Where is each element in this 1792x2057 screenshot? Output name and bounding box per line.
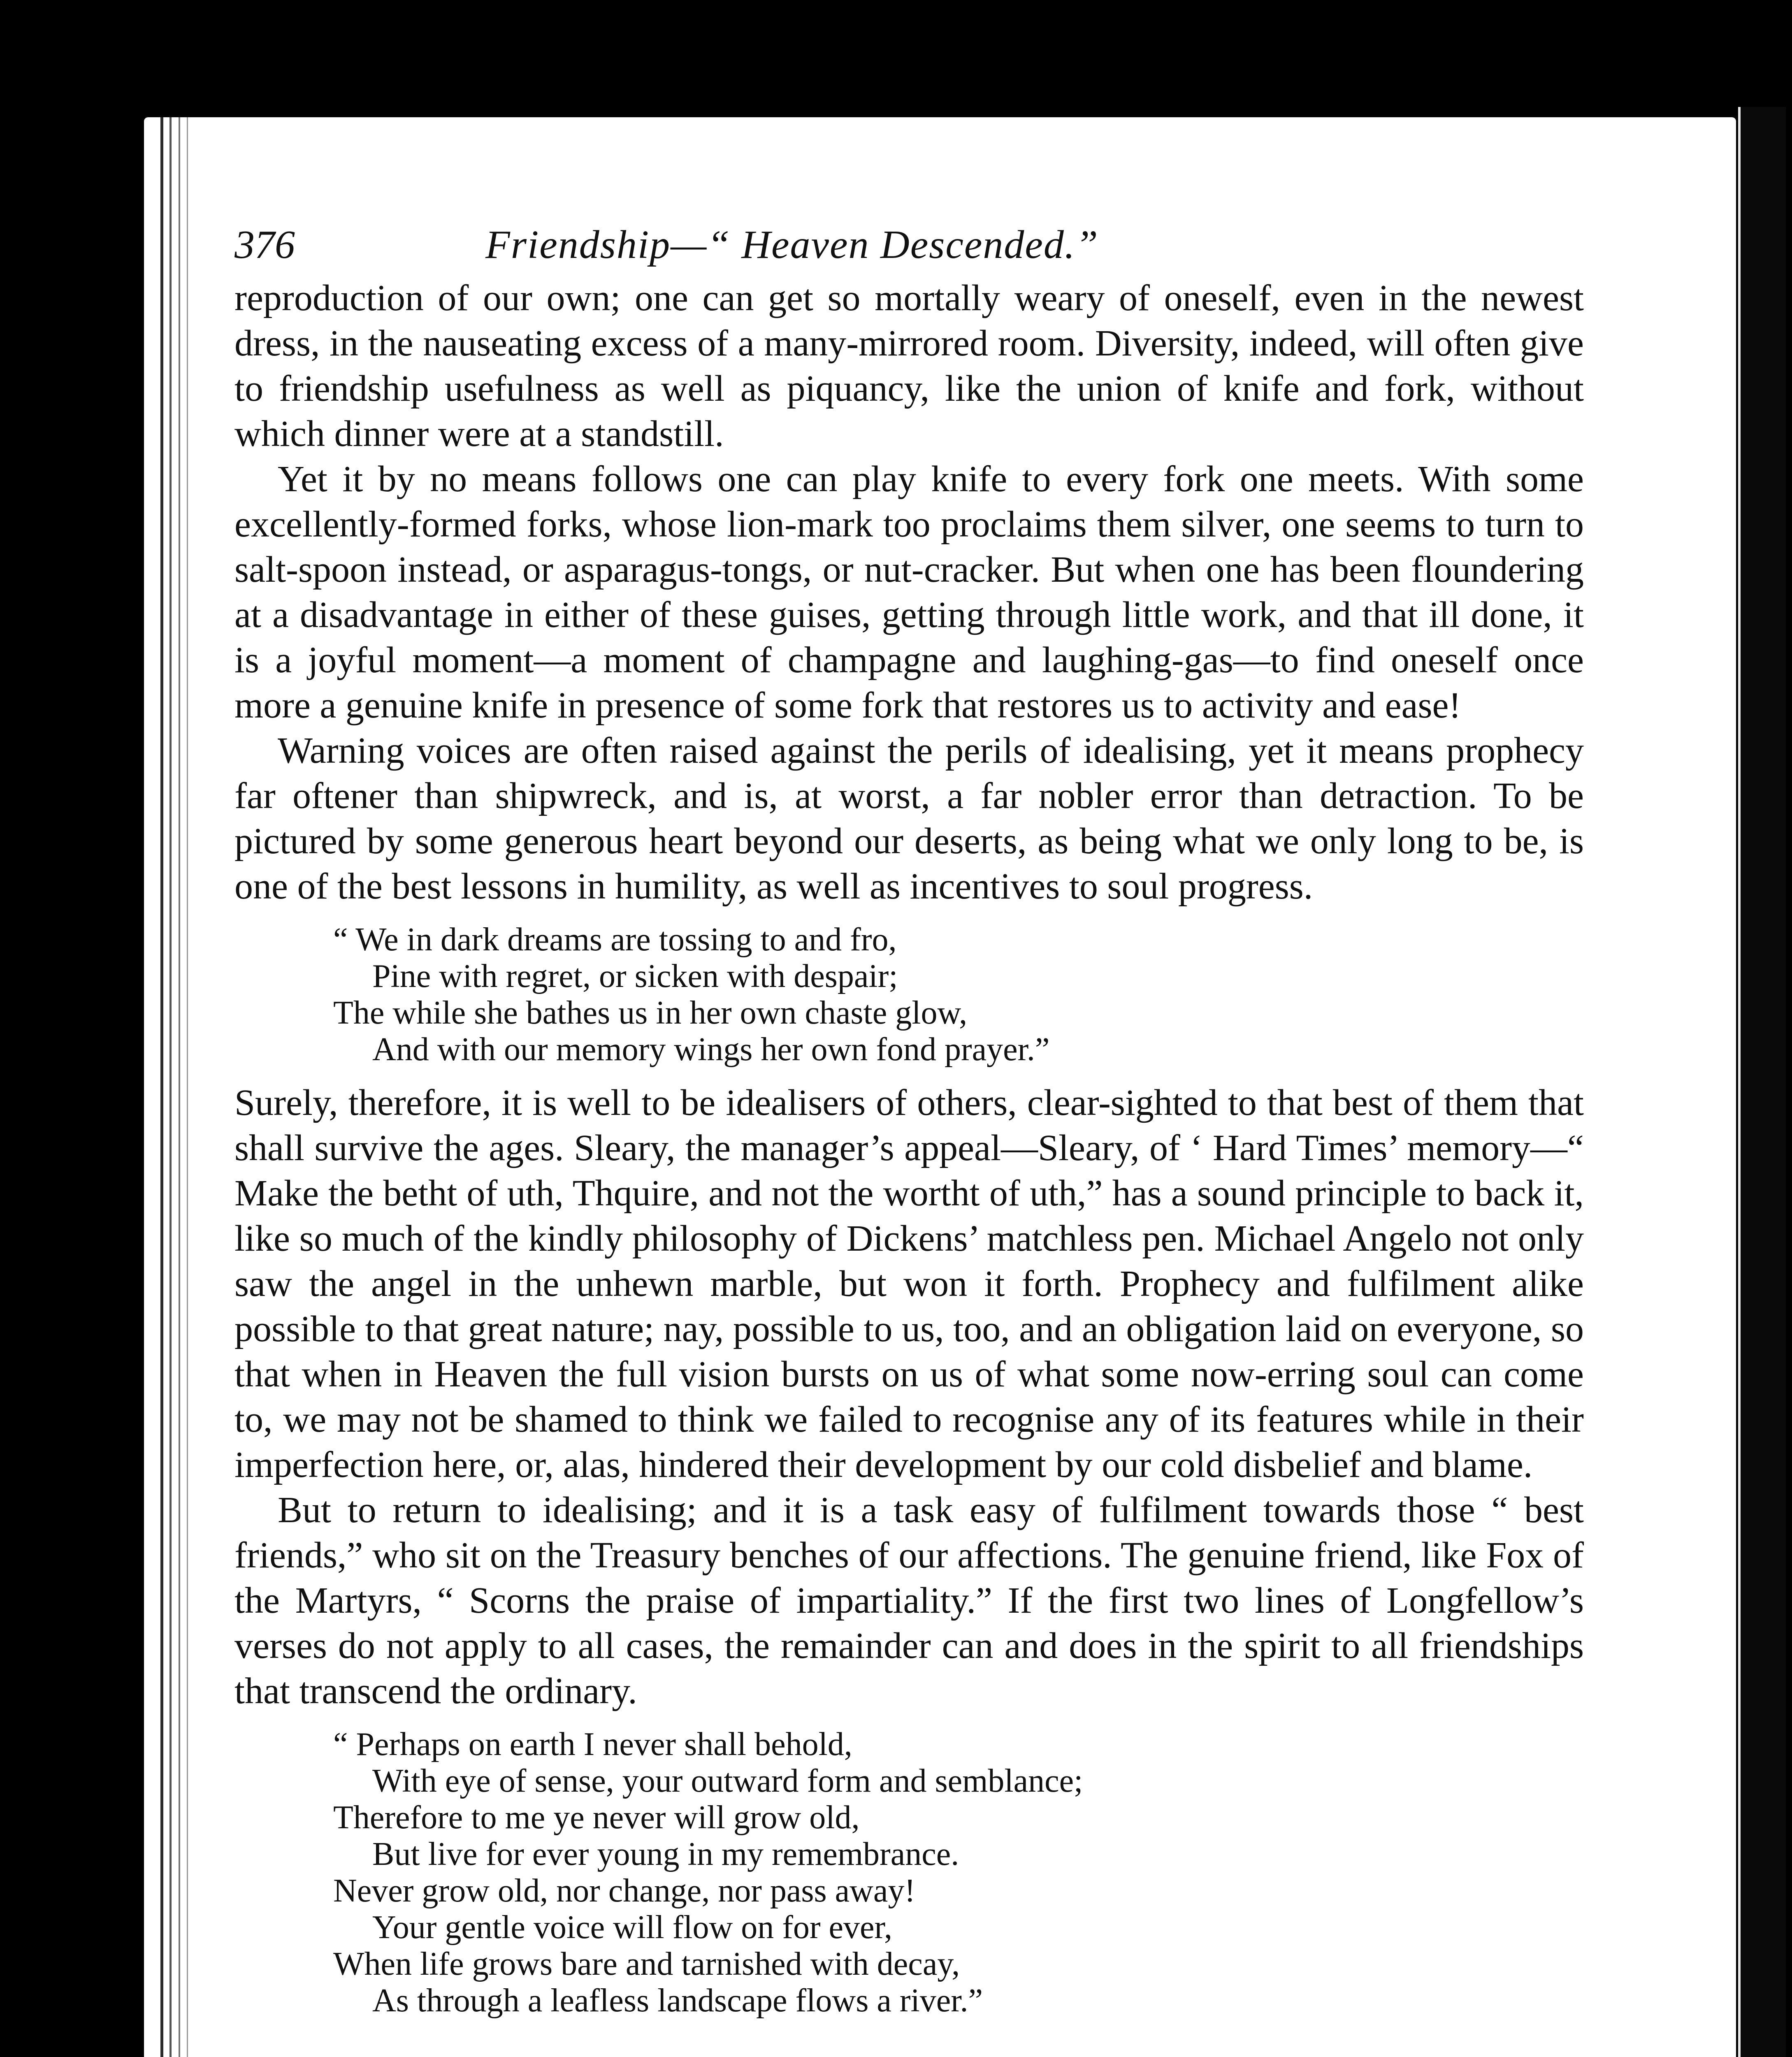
paragraph: Warning voices are often raised against the perils of idealising, yet it means prophecy far oftener than shipwreck, and is, at worst, a far nobler error than detraction. To be pictured by some generous heart beyond our deserts, as being what we only long to be, is one of the best lessons in humility, as well as incentives to soul progress. — [234, 730, 1584, 907]
verse-line: “ We in dark dreams are tossing to and fro, — [333, 922, 897, 958]
verse-line: Your gentle voice will flow on for ever, — [372, 1909, 892, 1946]
verse-line: But live for ever young in my remembrance. — [372, 1836, 959, 1872]
binding-edge — [179, 117, 180, 2057]
page-number: 376 — [234, 223, 295, 267]
verse-line: Pine with regret, or sicken with despair; — [372, 958, 898, 994]
running-head — [234, 218, 1584, 272]
binding-edge — [160, 117, 163, 2057]
paragraph: reproduction of our own; one can get so mortally weary of oneself, even in the newest dress, in the nauseating excess of a many-mirrored room. Diversity, indeed, will often give to friendship usefulness as well as piquancy, like the union of knife and fork, without which dinner were at a standstill. — [234, 278, 1584, 454]
verse-quotation — [333, 1726, 1584, 2019]
verse-line: And with our memory wings her own fond prayer.” — [372, 1031, 1050, 1068]
verse-line: Never grow old, nor change, nor pass away! — [333, 1873, 916, 1909]
binding-edge — [187, 117, 188, 2057]
adjacent-page-edge — [1738, 107, 1786, 2057]
paragraph: But to return to idealising; and it is a task easy of fulfilment towards those “ best friends,” who sit on the Treasury benches of our affections. The genuine friend, like Fox of the Martyrs, “ Scorns the praise of impartiality.” If the first two lines of Longfellow’s verses do not apply to all cases, the remainder can and does in the spirit to all friendships that transcend the ordinary. — [234, 1490, 1584, 1711]
verse-line: When life grows bare and tarnished with decay, — [333, 1946, 960, 1982]
verse-line: With eye of sense, your outward form and semblance; — [372, 1763, 1083, 1799]
binding-edge — [169, 117, 172, 2057]
verse-quotation — [333, 922, 1584, 1068]
running-title: Friendship—“ Heaven Descended.” — [485, 223, 1099, 267]
paragraph: Surely, therefore, it is well to be idealisers of others, clear-sighted to that best of them that shall survive the ages. Sleary, the manager’s appeal—Sleary, of ‘ Hard Times’ memory—“ Make the betht of uth, Thquire, and not the wortht of uth,” has a sound principle to back it, like so much of the kindly philosophy of Dickens’ matchless pen. Michael Angelo not only saw the angel in the unhewn marble, but won it forth. Prophecy and fulfilment alike possible to that great nature; nay, possible to us, too, and an obligation laid on everyone, so that when in Heaven the full vision bursts on us of what some now-erring soul can come to, we may not be shamed to think we failed to recognise any of its features while in their imperfection here, or, alas, hindered their development by our cold disbelief and blame. — [234, 1082, 1584, 1485]
page-content — [234, 218, 1584, 2031]
verse-line: As through a leafless landscape flows a river.” — [372, 1983, 983, 2019]
verse-line: Therefore to me ye never will grow old, — [333, 1799, 860, 1836]
verse-line: “ Perhaps on earth I never shall behold, — [333, 1726, 852, 1762]
body-text — [234, 276, 1584, 2019]
paragraph: Yet it by no means follows one can play knife to every fork one meets. With some excellently-formed forks, whose lion-mark too proclaims them silver, one seems to turn to salt-spoon instead, or asparagus-tongs, or nut-cracker. But when one has been floundering at a disadvantage in either of these guises, getting through little work, and that ill done, it is a joyful moment—a moment of champagne and laughing-gas—to find oneself once more a genuine knife in presence of some fork that restores us to activity and ease! — [234, 459, 1584, 726]
verse-line: The while she bathes us in her own chaste glow, — [333, 995, 968, 1031]
